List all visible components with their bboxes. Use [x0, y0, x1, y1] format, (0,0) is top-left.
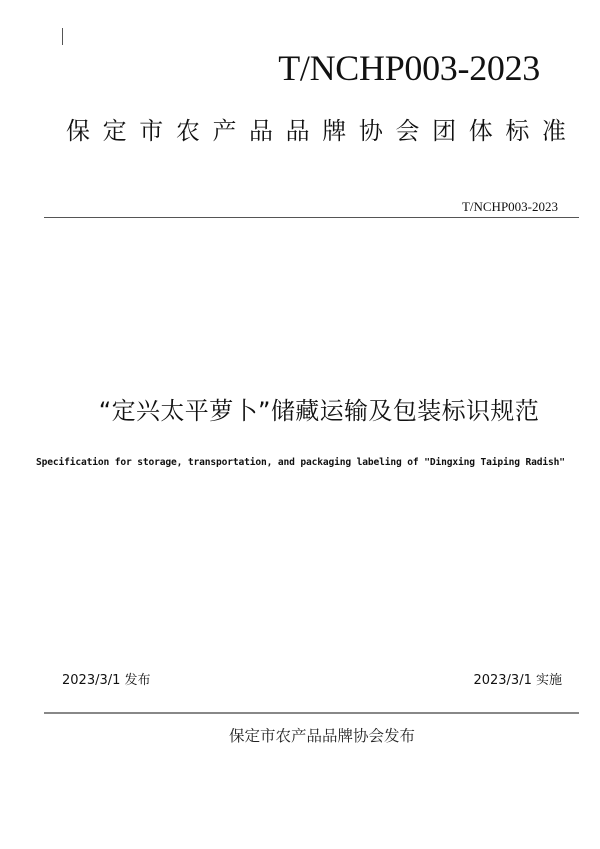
issuing-body-char: 品 [285, 117, 310, 145]
text-cursor [62, 28, 63, 45]
issuing-body-char: 农 [175, 117, 200, 145]
issuing-body-char: 协 [358, 117, 383, 145]
issuing-body-char: 产 [212, 117, 237, 145]
standard-code-large: T/NCHP003-2023 [278, 48, 540, 88]
issuing-body-char: 团 [432, 117, 457, 145]
issuing-body-char: 市 [139, 117, 164, 145]
issuing-body-char: 体 [468, 117, 493, 145]
standard-code-small: T/NCHP003-2023 [461, 199, 558, 214]
publish-date: 2023/3/1 发布 [62, 673, 151, 688]
bottom-divider [44, 712, 579, 714]
publisher-name: 保定市农产品品牌协会发布 [228, 727, 415, 745]
issuing-body-char: 品 [249, 117, 274, 145]
issuing-body-char: 保 [66, 117, 90, 145]
issuing-body-char: 会 [395, 117, 420, 145]
top-divider [44, 217, 579, 218]
document-title-english: Specification for storage, transportation, and packaging labeling of "Dingxing Taiping Radish" [36, 457, 565, 468]
implement-date: 2023/3/1 实施 [473, 673, 562, 688]
issuing-body-title [66, 114, 566, 148]
issuing-body-char: 牌 [322, 117, 347, 145]
issuing-body-char: 定 [102, 117, 127, 145]
issuing-body-char: 准 [541, 117, 566, 145]
document-title-chinese: “定兴太平萝卜”储藏运输及包装标识规范 [98, 397, 540, 425]
issuing-body-char: 标 [505, 117, 530, 145]
